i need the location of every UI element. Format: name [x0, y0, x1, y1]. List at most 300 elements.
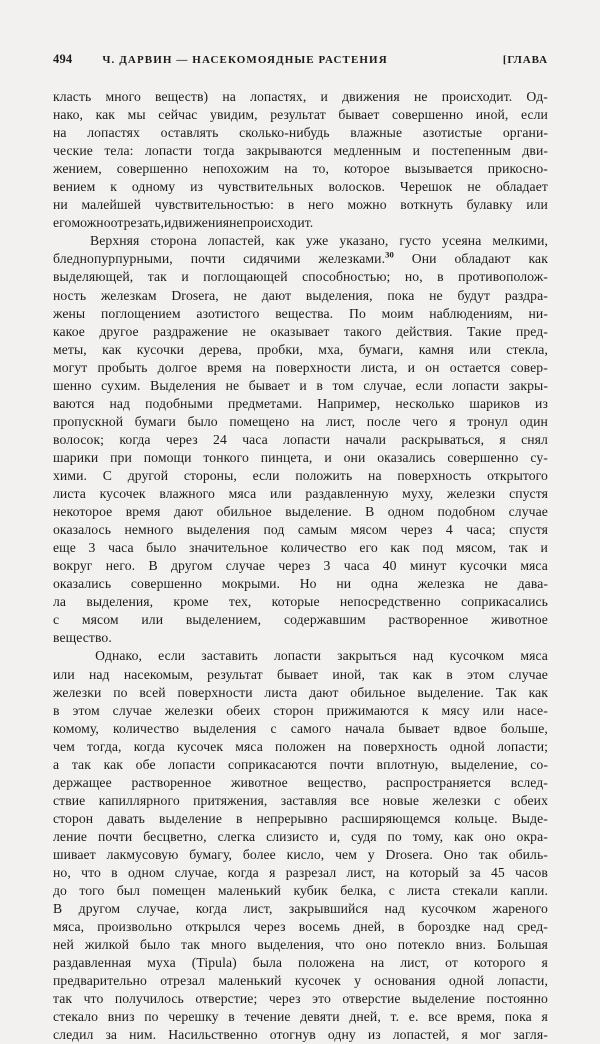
- word: как: [412, 666, 433, 682]
- word: если: [158, 648, 186, 664]
- word: как: [275, 233, 295, 249]
- text-line: [53, 467, 548, 485]
- word: один: [519, 413, 548, 429]
- word: с: [53, 612, 60, 628]
- text-line: [53, 810, 548, 828]
- word: по: [144, 1009, 159, 1025]
- word: маленький: [218, 973, 282, 989]
- word: и: [181, 269, 189, 285]
- word: способностью;: [302, 269, 391, 285]
- word: с: [388, 883, 395, 899]
- word: кроме: [173, 594, 209, 610]
- word: основания: [374, 973, 436, 989]
- word: снял: [521, 431, 548, 447]
- word: случае: [508, 666, 548, 682]
- word: лопасти;: [497, 738, 548, 754]
- word: вокруг: [53, 558, 93, 574]
- word: которые: [271, 594, 320, 610]
- word: листа: [407, 883, 441, 899]
- word: под: [422, 540, 444, 556]
- word: давать: [107, 810, 145, 826]
- word: булавку: [466, 197, 513, 213]
- text-line: [53, 1008, 548, 1026]
- word: этом: [467, 666, 495, 682]
- text-line: [53, 106, 548, 124]
- word: или: [53, 666, 75, 682]
- word: в: [228, 1009, 235, 1025]
- word: на: [53, 125, 67, 141]
- word: лопасти: [273, 648, 321, 664]
- word: начали: [345, 431, 387, 447]
- word: значительное: [189, 540, 268, 556]
- word: и: [320, 89, 328, 104]
- word: к: [110, 179, 117, 195]
- word: поверхность: [363, 738, 438, 754]
- word: меты,: [53, 341, 87, 357]
- word: непосредственно: [339, 594, 441, 610]
- word: которого: [473, 955, 526, 971]
- word: обладают: [454, 251, 511, 267]
- word: противополож-: [458, 269, 548, 285]
- word: Оно: [443, 846, 468, 862]
- word: кусочки: [459, 558, 507, 574]
- word: количество: [112, 720, 180, 736]
- word: в: [111, 865, 118, 881]
- word: того: [79, 883, 105, 899]
- word: случае,: [363, 377, 407, 393]
- word: лист,: [326, 413, 356, 429]
- word: выделения,: [86, 594, 154, 610]
- word: долгое: [157, 359, 197, 375]
- word: Насильственно: [168, 1027, 258, 1043]
- text-line: [53, 377, 548, 395]
- word: я: [541, 1009, 548, 1025]
- text-line: [53, 323, 548, 341]
- word: на: [300, 413, 315, 429]
- word: через: [253, 919, 286, 935]
- word: другом: [78, 901, 121, 917]
- word: до: [53, 883, 67, 899]
- word: от: [445, 955, 458, 971]
- word: оставлять: [160, 125, 219, 141]
- word: или: [141, 612, 164, 628]
- word: когда: [195, 901, 227, 917]
- page-number: 494: [53, 52, 73, 66]
- word: другое: [99, 323, 139, 339]
- word: отогнув: [269, 1027, 316, 1043]
- word: обеих: [513, 792, 548, 808]
- word: спустя: [509, 486, 548, 502]
- word: Drosera,: [171, 287, 219, 303]
- word: так: [53, 991, 73, 1007]
- word: обиль-: [508, 846, 548, 862]
- word: выделение: [411, 991, 476, 1007]
- word: будут: [457, 287, 491, 303]
- word: выделения,: [305, 287, 373, 303]
- word: ним.: [129, 1027, 157, 1043]
- word: Выделения: [150, 377, 217, 393]
- chapter-marker: [ГЛАВА: [502, 54, 548, 66]
- word: так: [508, 540, 528, 556]
- word: камня: [418, 341, 454, 357]
- word: более: [242, 846, 276, 862]
- word: вплотную,: [376, 756, 439, 772]
- word: маленький: [217, 883, 282, 899]
- word: лопасти: [145, 143, 193, 159]
- word: совершенно: [392, 107, 464, 123]
- word: поверхности: [177, 684, 253, 700]
- word: после: [366, 413, 401, 429]
- word: отверстие;: [195, 991, 258, 1007]
- word: и: [164, 215, 172, 231]
- word: другой: [127, 467, 169, 483]
- word: подобными: [145, 395, 213, 411]
- word: он: [425, 359, 440, 375]
- text-line: [53, 395, 548, 413]
- word: выделяющей,: [53, 269, 134, 285]
- word: ческие: [53, 143, 93, 159]
- word: и,: [329, 828, 341, 844]
- word: тогда,: [87, 738, 122, 754]
- word: как: [528, 684, 548, 700]
- word: тогда: [203, 143, 235, 159]
- word: поверхности: [275, 359, 351, 375]
- word: капли.: [510, 883, 548, 899]
- word: сторона: [150, 233, 197, 249]
- word: кусочком: [421, 901, 477, 917]
- word: закрыться: [337, 648, 397, 664]
- word: другом: [170, 558, 213, 574]
- word: слизисто: [266, 828, 319, 844]
- text-line: [53, 756, 548, 774]
- word: выделение.: [417, 684, 484, 700]
- word: одну: [327, 1027, 356, 1043]
- word: лист,: [400, 955, 430, 971]
- word: мха,: [318, 341, 344, 357]
- word: это: [312, 991, 331, 1007]
- text-line: [53, 611, 548, 629]
- word: в: [437, 269, 444, 285]
- word: иной,: [475, 107, 509, 123]
- word: оно: [365, 937, 387, 953]
- word: много: [105, 89, 141, 104]
- word: бороздке: [417, 919, 471, 935]
- word: происходит.: [441, 89, 513, 104]
- word: над: [109, 395, 131, 411]
- word: много: [211, 937, 247, 953]
- word: сред-: [517, 919, 548, 935]
- word: а: [53, 756, 60, 772]
- word: черешку: [168, 1009, 219, 1025]
- word: произвольно: [97, 919, 173, 935]
- word: на: [222, 89, 236, 104]
- word: обе: [135, 756, 156, 772]
- word: происходит.: [242, 215, 314, 231]
- word: усеяна: [442, 233, 482, 249]
- text-line: [53, 142, 548, 160]
- word: стекало: [53, 1009, 99, 1025]
- word: на: [337, 738, 352, 754]
- word: кусочком: [449, 648, 505, 664]
- word: минут: [409, 558, 447, 574]
- word: судя: [351, 828, 377, 844]
- word: класть: [53, 89, 92, 104]
- word: жением,: [53, 161, 102, 177]
- word: ней: [53, 937, 74, 953]
- word: насекомым,: [123, 666, 193, 682]
- word: капиллярного: [98, 792, 180, 808]
- word: листа,: [361, 359, 398, 375]
- word: так: [379, 666, 399, 682]
- word: можно: [71, 215, 111, 231]
- word: насе-: [517, 702, 548, 718]
- word: лопасти: [452, 377, 500, 393]
- word: если: [252, 467, 280, 483]
- word: под: [263, 522, 285, 538]
- word: оказались: [53, 576, 112, 592]
- word: я: [541, 955, 548, 971]
- word: железки: [446, 486, 496, 502]
- word: поглощением: [100, 305, 181, 321]
- word: обильное: [216, 504, 272, 520]
- word: соприкасались: [461, 594, 548, 610]
- word: вещество.: [53, 630, 112, 646]
- word: одной: [449, 738, 485, 754]
- word: так: [181, 937, 201, 953]
- word: этом: [72, 702, 100, 718]
- word: следил: [53, 1027, 94, 1043]
- word: положен: [275, 738, 326, 754]
- word: ваются: [53, 395, 95, 411]
- word: бумагу,: [189, 846, 233, 862]
- word: Они: [411, 251, 437, 267]
- word: оно: [484, 828, 506, 844]
- word: что: [83, 991, 104, 1007]
- word: случае: [112, 702, 152, 718]
- word: результат: [270, 107, 326, 123]
- word: в: [316, 377, 323, 393]
- word: влажные: [350, 125, 403, 141]
- word: наблюдениям,: [429, 305, 513, 321]
- word: кусочки: [136, 341, 185, 357]
- word: над: [384, 901, 406, 917]
- text-line: [53, 702, 548, 720]
- word: или: [469, 341, 491, 357]
- word: отрезать,: [110, 215, 165, 231]
- word: в: [397, 919, 405, 935]
- word: лопастях,: [250, 89, 307, 104]
- word: выделение,: [451, 756, 518, 772]
- word: потекло: [397, 937, 445, 953]
- text-line: [53, 918, 548, 936]
- word: моим: [381, 305, 414, 321]
- text-line: [53, 792, 548, 810]
- text-line: [53, 936, 548, 954]
- text-line: [53, 413, 548, 431]
- word: и: [412, 143, 420, 159]
- word: как: [528, 251, 548, 267]
- word: время: [125, 504, 161, 520]
- text-line: [53, 954, 548, 972]
- word: растворенное: [131, 774, 212, 790]
- word: (Tipula): [191, 955, 237, 971]
- text-line: [53, 990, 548, 1008]
- word: через: [165, 431, 198, 447]
- text-line: [53, 449, 548, 467]
- word: поверхность: [397, 467, 472, 483]
- word: тронул: [467, 413, 508, 429]
- word: почти: [190, 251, 226, 267]
- word: не: [229, 215, 243, 231]
- word: открытого: [487, 467, 548, 483]
- word: 4: [445, 522, 453, 538]
- word: на: [370, 955, 385, 971]
- word: обильное: [350, 684, 406, 700]
- word: получилось: [114, 991, 184, 1007]
- text-line: [53, 557, 548, 575]
- word: тонкого: [203, 449, 249, 465]
- word: оказалось: [53, 522, 112, 538]
- text-line: [53, 882, 548, 900]
- word: кусочек: [177, 738, 224, 754]
- word: совершенно: [116, 161, 188, 177]
- word: мы: [127, 107, 146, 123]
- word: выделением,: [185, 612, 262, 628]
- word: девяти: [300, 1009, 340, 1025]
- word: пред-: [515, 323, 548, 339]
- word: самого: [290, 720, 332, 736]
- text-line: [53, 864, 548, 882]
- word: кусочек: [99, 486, 146, 502]
- word: лопастях: [87, 125, 140, 141]
- word: закрываются: [246, 143, 322, 159]
- word: кусочек: [294, 973, 341, 989]
- word: одному: [131, 179, 176, 195]
- word: соприкасаются: [227, 756, 317, 772]
- word: дают: [261, 287, 292, 303]
- word: время,: [456, 1009, 496, 1025]
- word: железки: [164, 702, 214, 718]
- word: часа: [242, 431, 268, 447]
- word: вслед-: [510, 774, 548, 790]
- paragraph-indent: [53, 647, 79, 665]
- word: часа: [343, 558, 370, 574]
- word: была: [252, 955, 283, 971]
- word: его: [53, 215, 72, 231]
- text-line: [53, 214, 548, 232]
- word: волосков.: [328, 179, 385, 195]
- word: как: [454, 828, 474, 844]
- word: кисло,: [286, 846, 325, 862]
- body-text: [53, 88, 548, 1044]
- word: обладает: [495, 179, 548, 195]
- word: как: [390, 540, 410, 556]
- word: органи-: [502, 125, 548, 141]
- word: сторон: [273, 702, 314, 718]
- word: был: [116, 883, 140, 899]
- word: В: [365, 504, 375, 520]
- word: часов: [515, 865, 548, 881]
- word: начала: [345, 720, 385, 736]
- word: остается: [449, 359, 501, 375]
- word: на: [284, 161, 298, 177]
- text-line: [53, 485, 548, 503]
- word: лист,: [346, 865, 376, 881]
- word: совершенно: [130, 576, 203, 592]
- word: стороны,: [183, 467, 237, 483]
- word: какое: [53, 323, 85, 339]
- word: медленным: [333, 143, 402, 159]
- word: не: [233, 287, 248, 303]
- word: шариков: [469, 395, 520, 411]
- word: то,: [312, 161, 329, 177]
- word: жены: [53, 305, 86, 321]
- word: пинцета,: [260, 449, 313, 465]
- word: действия.: [395, 323, 453, 339]
- word: было: [139, 937, 171, 953]
- text-line: [53, 232, 548, 250]
- word: все: [428, 1009, 448, 1025]
- word: мог: [479, 1027, 502, 1043]
- footnote-marker: 30: [385, 249, 394, 260]
- word: мяса,: [53, 919, 85, 935]
- word: сейчас: [158, 107, 198, 123]
- word: за: [105, 1027, 118, 1043]
- word: лопасти: [168, 756, 216, 772]
- word: По: [348, 305, 366, 321]
- word: у: [367, 846, 375, 862]
- word: отверстие: [342, 991, 401, 1007]
- word: из: [367, 1027, 381, 1043]
- word: влажного: [159, 486, 215, 502]
- word: было: [187, 413, 218, 429]
- word: из: [190, 179, 204, 195]
- word: сторон: [53, 810, 94, 826]
- word: муху,: [402, 486, 434, 502]
- word: или: [482, 702, 505, 718]
- word: когда: [227, 865, 259, 881]
- word: когда: [133, 738, 165, 754]
- word: иной,: [332, 666, 365, 682]
- text-line: [53, 647, 548, 665]
- word: В: [53, 901, 63, 917]
- word: непрерывно: [256, 810, 328, 826]
- text-line: [53, 539, 548, 557]
- text-line: [53, 287, 548, 305]
- word: еще: [53, 540, 76, 556]
- word: как: [103, 756, 124, 772]
- word: малейшей: [81, 197, 142, 213]
- word: на: [368, 467, 382, 483]
- word: немного: [124, 522, 174, 538]
- word: су-: [530, 449, 548, 465]
- word: мокрыми.: [221, 576, 280, 592]
- word: бывает: [276, 666, 319, 682]
- word: все: [350, 792, 370, 808]
- paragraph-indent: [53, 232, 79, 250]
- word: постепенным: [431, 143, 511, 159]
- text-line: [53, 720, 548, 738]
- word: восемь: [298, 919, 341, 935]
- text-line: [53, 250, 548, 268]
- word: я: [499, 431, 506, 447]
- word: железками.$^{30}$: [318, 249, 394, 267]
- word: открылся: [185, 919, 241, 935]
- word: сколько-нибудь: [239, 125, 330, 141]
- word: через: [400, 522, 433, 538]
- word: движения: [342, 89, 400, 104]
- word: одна: [370, 576, 398, 592]
